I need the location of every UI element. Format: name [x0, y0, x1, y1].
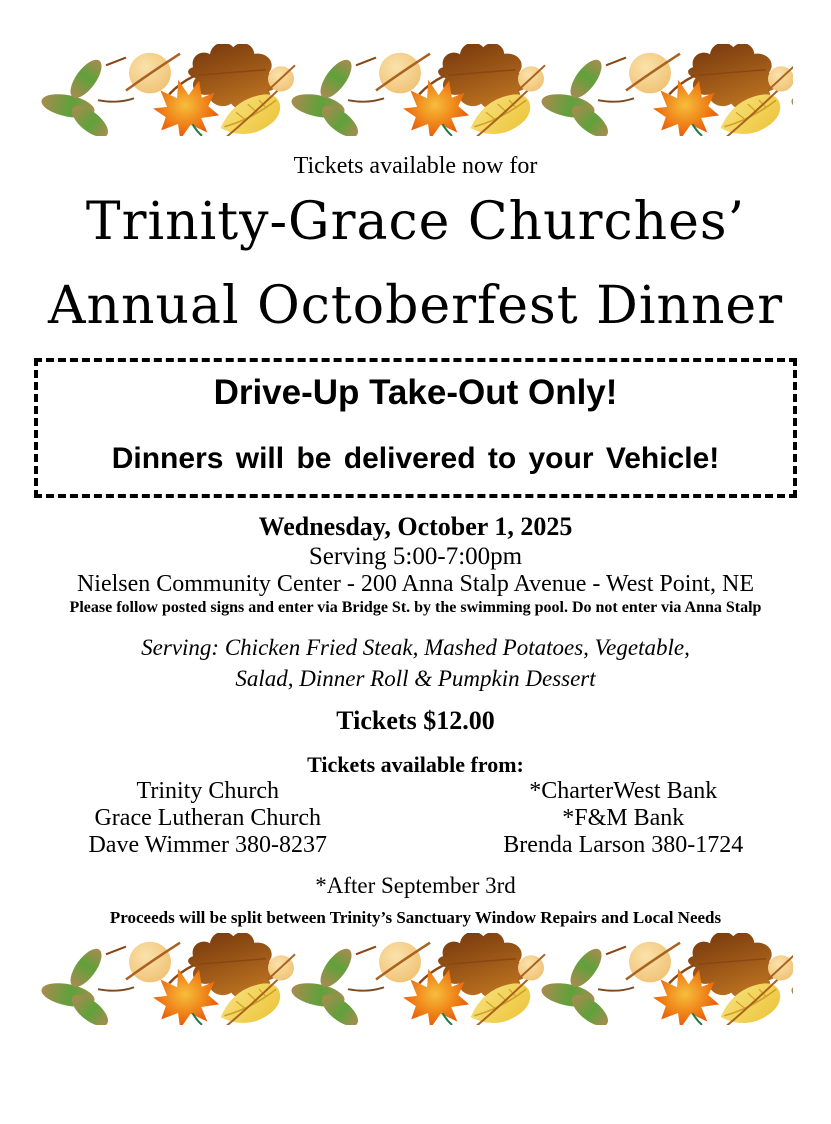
asterisk-footnote: *After September 3rd [0, 872, 831, 900]
notice-line1: Drive-Up Take-Out Only! [46, 372, 785, 414]
menu-line2: Salad, Dinner Roll & Pumpkin Dessert [0, 663, 831, 694]
list-item: *CharterWest Bank [416, 778, 831, 805]
serving-time: Serving 5:00-7:00pm [0, 542, 831, 571]
event-title [0, 180, 831, 348]
ticket-price: Tickets $12.00 [0, 706, 831, 736]
list-item: Grace Lutheran Church [0, 805, 416, 832]
takeout-notice-box [34, 358, 797, 498]
autumn-leaves-border-top [38, 44, 793, 136]
list-item: Dave Wimmer 380-8237 [0, 832, 416, 859]
list-item: Brenda Larson 380-1724 [416, 832, 831, 859]
event-title-line2: Annual Octoberfest Dinner [0, 264, 831, 348]
menu-line1: Serving: Chicken Fried Steak, Mashed Potatoes, Vegetable, [0, 632, 831, 663]
tickets-available-heading: Tickets available from: [0, 752, 831, 778]
flyer-page [0, 44, 831, 1124]
event-location: Nielsen Community Center - 200 Anna Stalp Avenue - West Point, NE [0, 571, 831, 598]
intro-text: Tickets available now for [0, 152, 831, 180]
notice-line2: Dinners will be delivered to your Vehicle! [46, 440, 785, 478]
event-title-line1: Trinity-Grace Churches’ [0, 180, 831, 264]
proceeds-note: Proceeds will be split between Trinity’s Sanctuary Window Repairs and Local Needs [0, 907, 831, 928]
menu-description [0, 632, 831, 694]
entry-directions: Please follow posted signs and enter via Bridge St. by the swimming pool. Do not enter via Anna Stalp [0, 598, 831, 618]
list-item: *F&M Bank [416, 805, 831, 832]
ticket-sellers-right-column [416, 778, 831, 859]
ticket-sellers-left-column [0, 778, 416, 859]
event-date: Wednesday, October 1, 2025 [0, 512, 831, 542]
list-item: Trinity Church [0, 778, 416, 805]
event-details [0, 512, 831, 618]
ticket-sellers [0, 778, 831, 859]
autumn-leaves-border-bottom [38, 933, 793, 1025]
